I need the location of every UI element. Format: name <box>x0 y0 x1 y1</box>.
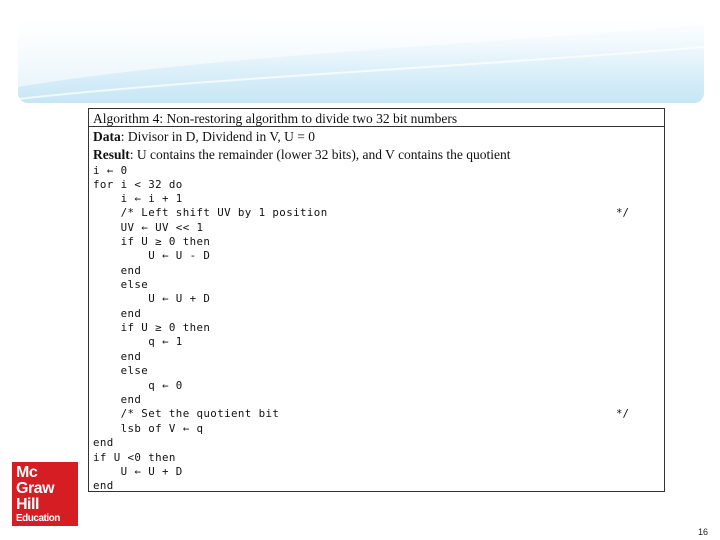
data-text: : Divisor in D, Dividend in V, U = 0 <box>120 129 315 144</box>
code-line: q ← 0 <box>93 379 183 392</box>
code-line: end <box>93 436 114 449</box>
code-line: q ← 1 <box>93 335 183 348</box>
code-line: /* Left shift UV by 1 position <box>93 206 328 219</box>
code-line: end <box>93 350 142 363</box>
result-line <box>93 147 511 163</box>
algorithm-box <box>88 108 665 492</box>
logo-line: Mc <box>16 464 38 481</box>
code-line: end <box>93 393 142 406</box>
code-line: U ← U - D <box>93 249 211 262</box>
code-line: i ← i + 1 <box>93 192 183 205</box>
code-line: else <box>93 364 149 377</box>
banner-swoosh <box>18 17 704 103</box>
result-label: Result <box>93 147 130 162</box>
code-line: lsb of V ← q <box>93 422 204 435</box>
logo-line: Hill <box>16 496 39 513</box>
data-line <box>93 129 315 145</box>
code-line: U ← U + D <box>93 465 183 478</box>
code-line: /* Set the quotient bit <box>93 407 280 420</box>
algorithm-header <box>89 109 664 127</box>
logo-line: Education <box>16 513 60 524</box>
algorithm-title <box>93 111 457 127</box>
page-number: 16 <box>698 527 709 537</box>
data-label: Data <box>93 129 121 144</box>
code-line: end <box>93 264 142 277</box>
code-line: end <box>93 479 114 492</box>
algorithm-title-text: Non-restoring algorithm to divide two 32 bit numbers <box>166 111 458 126</box>
code-line: UV ← UV << 1 <box>93 221 204 234</box>
header-banner <box>18 17 704 103</box>
code-line: if U ≥ 0 then <box>93 321 211 334</box>
comment-close: */ <box>616 407 630 420</box>
logo-line: Graw <box>16 480 55 497</box>
code-line: U ← U + D <box>93 292 211 305</box>
code-line: if U ≥ 0 then <box>93 235 211 248</box>
code-line: if U <0 then <box>93 451 176 464</box>
code-line: i ← 0 <box>93 164 128 177</box>
algorithm-title-label: Algorithm 4: <box>93 111 164 126</box>
mcgraw-hill-logo <box>12 462 78 526</box>
code-line: end <box>93 307 142 320</box>
comment-close: */ <box>616 206 630 219</box>
code-line: else <box>93 278 149 291</box>
code-line: for i < 32 do <box>93 178 183 191</box>
result-text: : U contains the remainder (lower 32 bits), and V contains the quotient <box>129 147 511 162</box>
